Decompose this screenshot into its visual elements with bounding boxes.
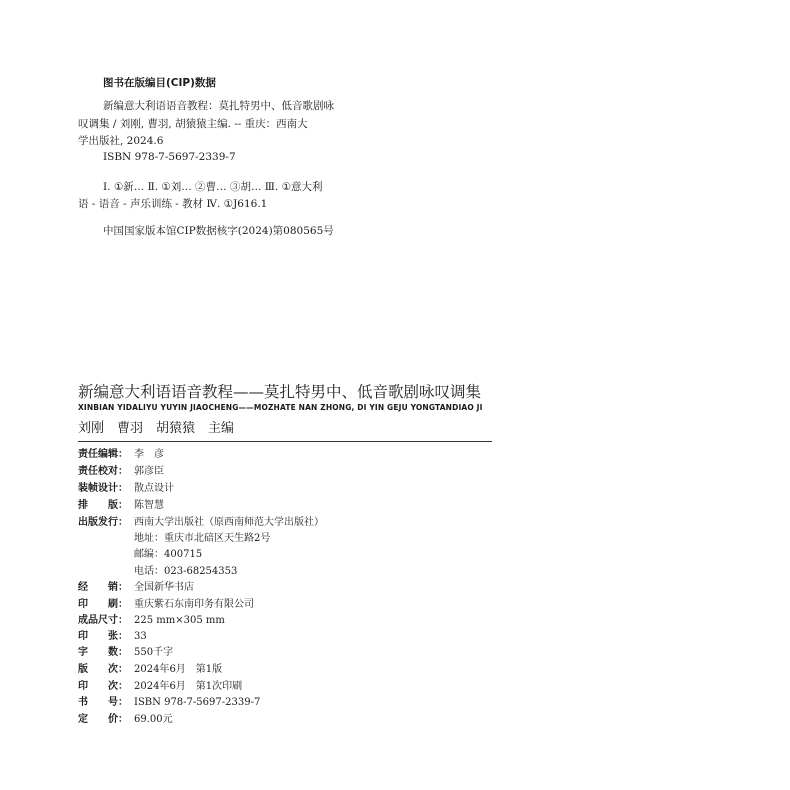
- spec-printer: [78, 598, 254, 612]
- spec-proofreader: [78, 465, 164, 479]
- spec-label: 出版发行：: [78, 517, 128, 528]
- spec-value: 2024年6月 第1版: [134, 664, 223, 675]
- spec-publisher: [78, 516, 324, 530]
- spec-label: 责任编辑：: [78, 449, 128, 460]
- spec-distributor: [78, 581, 194, 595]
- spec-postcode: 邮编：400715: [134, 549, 203, 560]
- spec-label: 责任校对：: [78, 466, 128, 477]
- cip-record-number: 中国国家版本馆CIP数据核字(2024)第080565号: [103, 225, 334, 237]
- book-title-pinyin: XINBIAN YIDALIYU YUYIN JIAOCHENG——MOZHATE NAN ZHONG, DI YIN GEJU YONGTANDIAO JI: [78, 403, 483, 412]
- spec-label: 字 数：: [78, 647, 128, 658]
- book-authors: 刘刚 曹羽 胡猿猿 主编: [78, 421, 235, 436]
- spec-address: 地址：重庆市北碚区天生路2号: [134, 533, 271, 544]
- cip-heading: 图书在版编目(CIP)数据: [103, 77, 216, 89]
- spec-label: 装帧设计：: [78, 483, 128, 494]
- spec-value: 全国新华书店: [134, 582, 194, 593]
- divider-rule: [78, 441, 492, 442]
- spec-label: 印 张：: [78, 631, 128, 642]
- cip-isbn: ISBN 978-7-5697-2339-7: [103, 151, 236, 163]
- spec-value: 重庆紫石东南印务有限公司: [134, 599, 254, 610]
- spec-value: 散点设计: [134, 483, 174, 494]
- cip-classification: Ⅰ. ①新… Ⅱ. ①刘… ②曹… ③胡… Ⅲ. ①意大利: [103, 181, 323, 193]
- spec-editor: [78, 448, 164, 462]
- spec-isbn: [78, 696, 260, 710]
- spec-designer: [78, 482, 174, 496]
- spec-label: 定 价：: [78, 714, 128, 725]
- spec-value: 225 mm×305 mm: [134, 615, 225, 626]
- spec-label: 印 次：: [78, 681, 128, 692]
- spec-value: 李 彦: [134, 449, 164, 460]
- book-title: 新编意大利语语音教程——莫扎特男中、低音歌剧咏叹调集: [78, 383, 482, 401]
- spec-sheets: [78, 630, 147, 644]
- spec-phone: 电话：023-68254353: [134, 566, 238, 577]
- cip-line: 新编意大利语语音教程：莫扎特男中、低音歌剧咏: [103, 100, 334, 112]
- spec-impression: [78, 680, 242, 694]
- spec-label: 版 次：: [78, 664, 128, 675]
- cip-classification: 语 - 语音 - 声乐训练 - 教材 Ⅳ. ①J616.1: [78, 198, 268, 210]
- spec-size: [78, 614, 225, 628]
- spec-value: 郭彦臣: [134, 466, 164, 477]
- spec-label: 经 销：: [78, 582, 128, 593]
- spec-value: 2024年6月 第1次印刷: [134, 681, 243, 692]
- spec-value: 550千字: [134, 647, 174, 658]
- spec-word-count: [78, 646, 173, 660]
- spec-label: 成品尺寸：: [78, 615, 128, 626]
- spec-value: ISBN 978-7-5697-2339-7: [134, 697, 261, 708]
- spec-value: 陈智慧: [134, 500, 164, 511]
- spec-price: [78, 713, 173, 727]
- spec-value: 33: [134, 631, 147, 642]
- spec-label: 书 号：: [78, 697, 128, 708]
- spec-label: 印 刷：: [78, 599, 128, 610]
- cip-line: 学出版社, 2024.6: [78, 135, 164, 147]
- spec-typesetting: [78, 499, 164, 513]
- spec-edition: [78, 663, 222, 677]
- cip-line: 叹调集 / 刘刚, 曹羽, 胡猿猿主编. -- 重庆：西南大: [78, 118, 308, 130]
- spec-label: 排 版：: [78, 500, 128, 511]
- spec-value: 69.00元: [134, 714, 173, 725]
- spec-value: 西南大学出版社（原西南师范大学出版社）: [134, 517, 324, 528]
